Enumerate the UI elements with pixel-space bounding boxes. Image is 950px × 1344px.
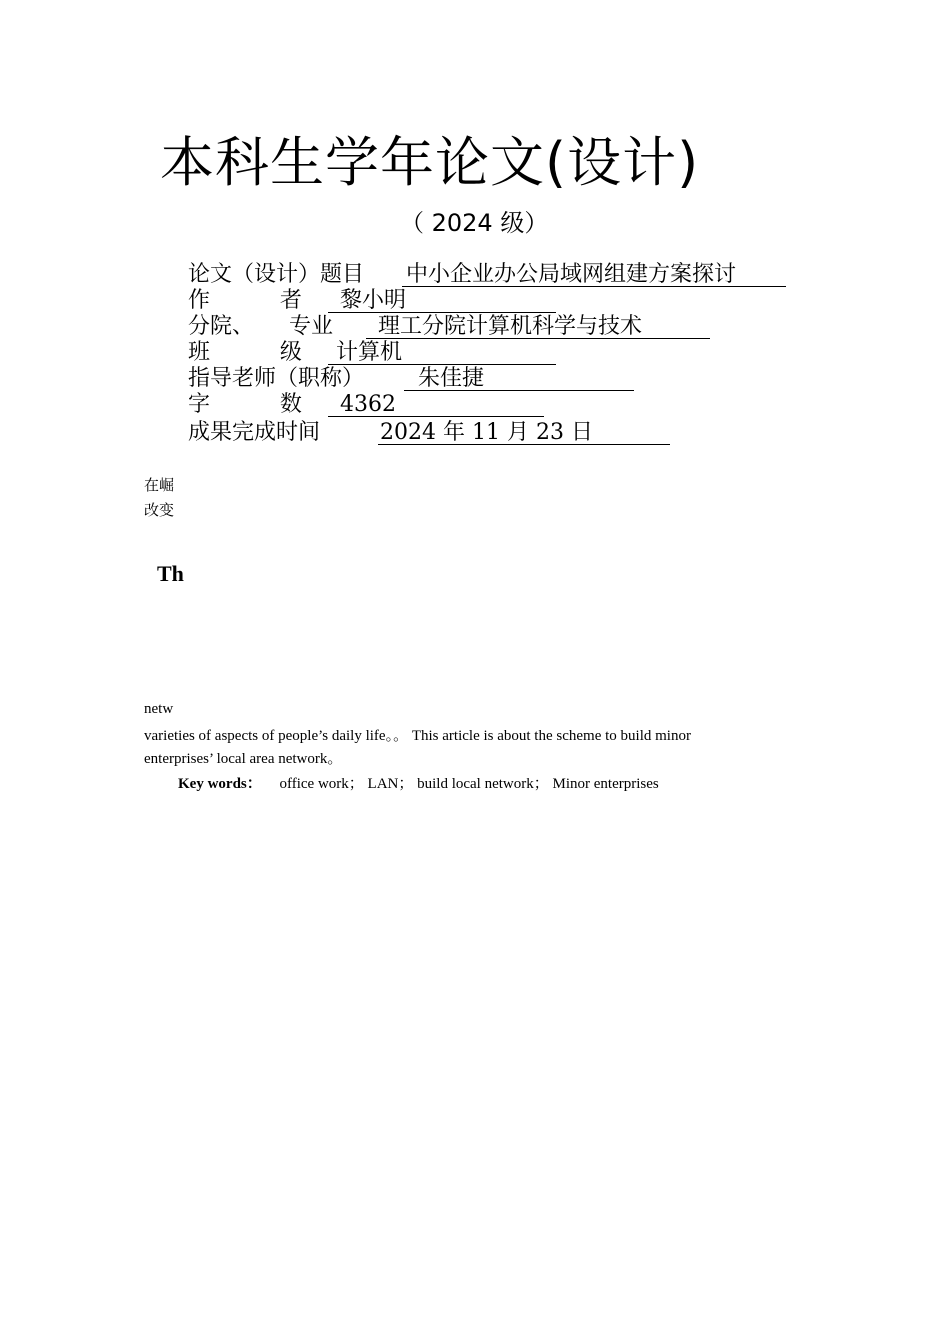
- field-value: 计算机: [328, 340, 556, 365]
- field-label: 论文（设计）题目: [188, 262, 365, 287]
- english-abstract-heading-fragment: Th: [157, 561, 184, 586]
- abstract-cn-line-fragment: 改变: [144, 501, 175, 519]
- abstract-en-line: enterprises’ local area network。: [144, 751, 343, 767]
- keywords-line: [178, 773, 659, 795]
- field-completion-date: [188, 420, 593, 446]
- abstract-en-line-fragment: netw: [144, 701, 174, 717]
- grade-year: （ 2024 级）: [400, 209, 549, 237]
- field-author: [188, 288, 407, 314]
- field-class: [188, 340, 403, 366]
- field-value: 4362: [328, 392, 544, 417]
- abstract-cn-line-fragment: 在崛: [144, 476, 175, 494]
- field-label: 成果完成时间: [188, 420, 321, 445]
- field-thesis-topic: [188, 262, 737, 288]
- field-label: 班 级: [188, 340, 302, 365]
- field-label: 指导老师（职称）: [188, 366, 365, 391]
- field-advisor: [188, 366, 485, 392]
- field-department-major: [188, 314, 643, 340]
- field-label: 分院、 专业: [188, 314, 333, 339]
- field-value: 黎小明: [328, 288, 556, 313]
- field-value: 中小企业办公局域网组建方案探讨: [402, 262, 786, 287]
- field-value: 2024 年 11 月 23 日: [378, 420, 670, 445]
- keywords-label: Key words：: [178, 776, 262, 792]
- keywords-value: office work； LAN； build local network； Minor enterprises: [279, 776, 659, 792]
- abstract-en-line-clipped: varieties of aspects of people’s daily life。。 This article is about the scheme to build minor: [144, 728, 691, 744]
- field-value: 理工分院计算机科学与技术: [366, 314, 710, 339]
- field-word-count: [188, 392, 396, 418]
- document-title: 本科生学年论文(设计): [160, 131, 700, 194]
- field-label: 作 者: [188, 288, 302, 313]
- field-label: 字 数: [188, 392, 302, 417]
- field-value: 朱佳捷: [404, 366, 634, 391]
